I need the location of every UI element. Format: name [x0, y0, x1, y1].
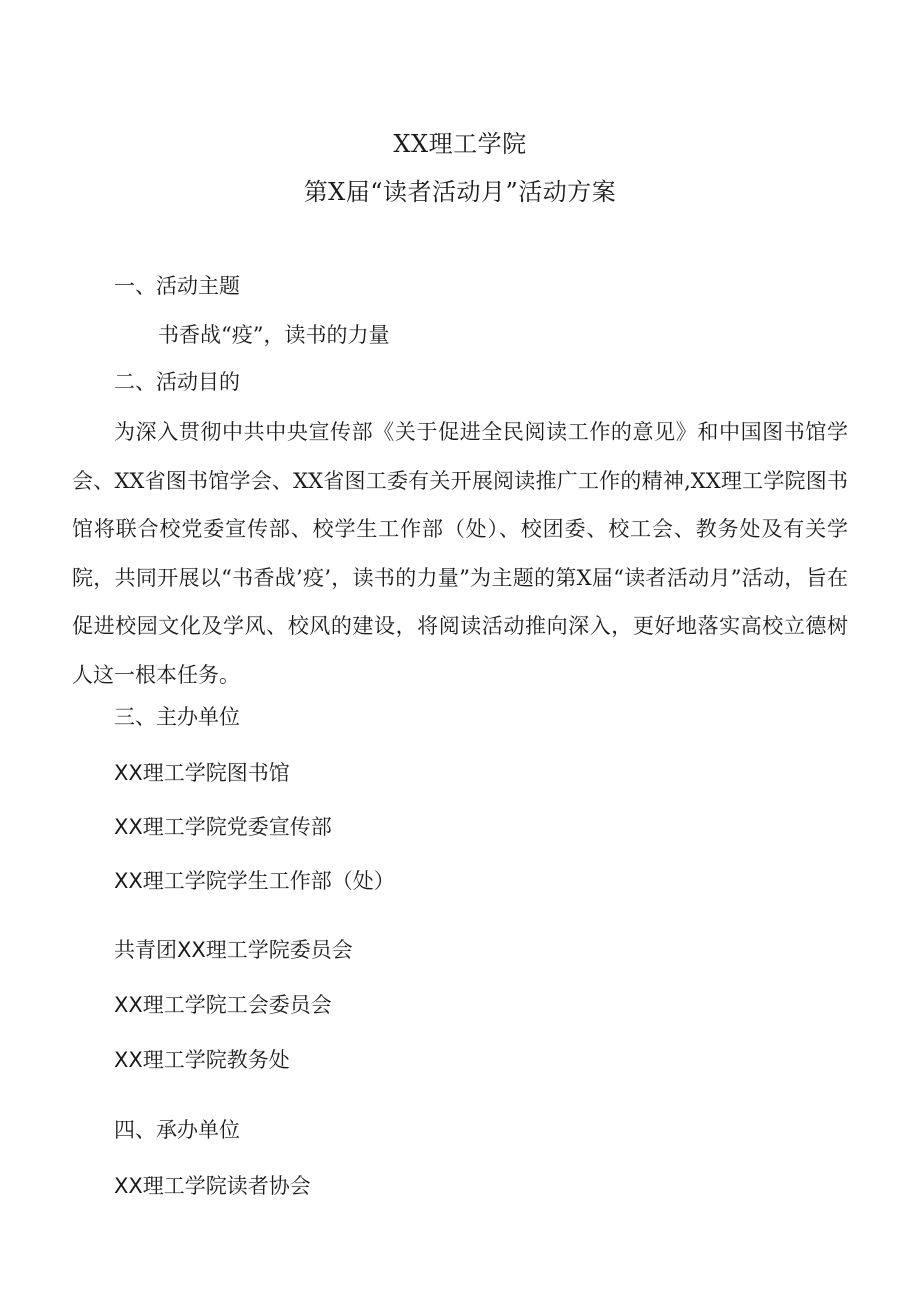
organizer-item: XX理工学院教务处 [114, 1048, 290, 1072]
section-3-heading: 三、主办单位 [114, 705, 240, 729]
document-title-institution: XX理工学院 [393, 130, 527, 158]
section-1-heading: 一、活动主题 [114, 274, 240, 298]
organizer-item: 共青团XX理工学院委员会 [114, 938, 353, 962]
activity-purpose-paragraph: 为深入贯彻中共中央宣传部《关于促进全民阅读工作的意见》和中国图书馆学会、XX省图书馆学会、XX省图工委有关开展阅读推广工作的精神,XX理工学院图书馆将联合校党委宣传部、校学生工作部（处）、校团委、校工会、教务处及有关学院，共同开展以“书香战’疫’，读书的力量”为主题的第X届“读者活动月”活动，旨在促进校园文化及学风、校风的建设，将阅读活动推向深入，更好地落实高校立德树人这一根本任务。 [72, 420, 848, 687]
organizer-item: XX理工学院图书馆 [114, 761, 290, 785]
section-4-heading: 四、承办单位 [114, 1118, 240, 1142]
co-organizer-item: XX理工学院读者协会 [114, 1174, 311, 1198]
organizer-item: XX理工学院学生工作部（处） [114, 869, 395, 893]
document-title-plan: 第X届“读者活动月”活动方案 [303, 178, 617, 206]
organizer-item: XX理工学院工会委员会 [114, 993, 332, 1017]
organizer-item: XX理工学院党委宣传部 [114, 815, 332, 839]
activity-theme: 书香战“疫”，读书的力量 [158, 323, 390, 347]
section-2-heading: 二、活动目的 [114, 370, 240, 394]
